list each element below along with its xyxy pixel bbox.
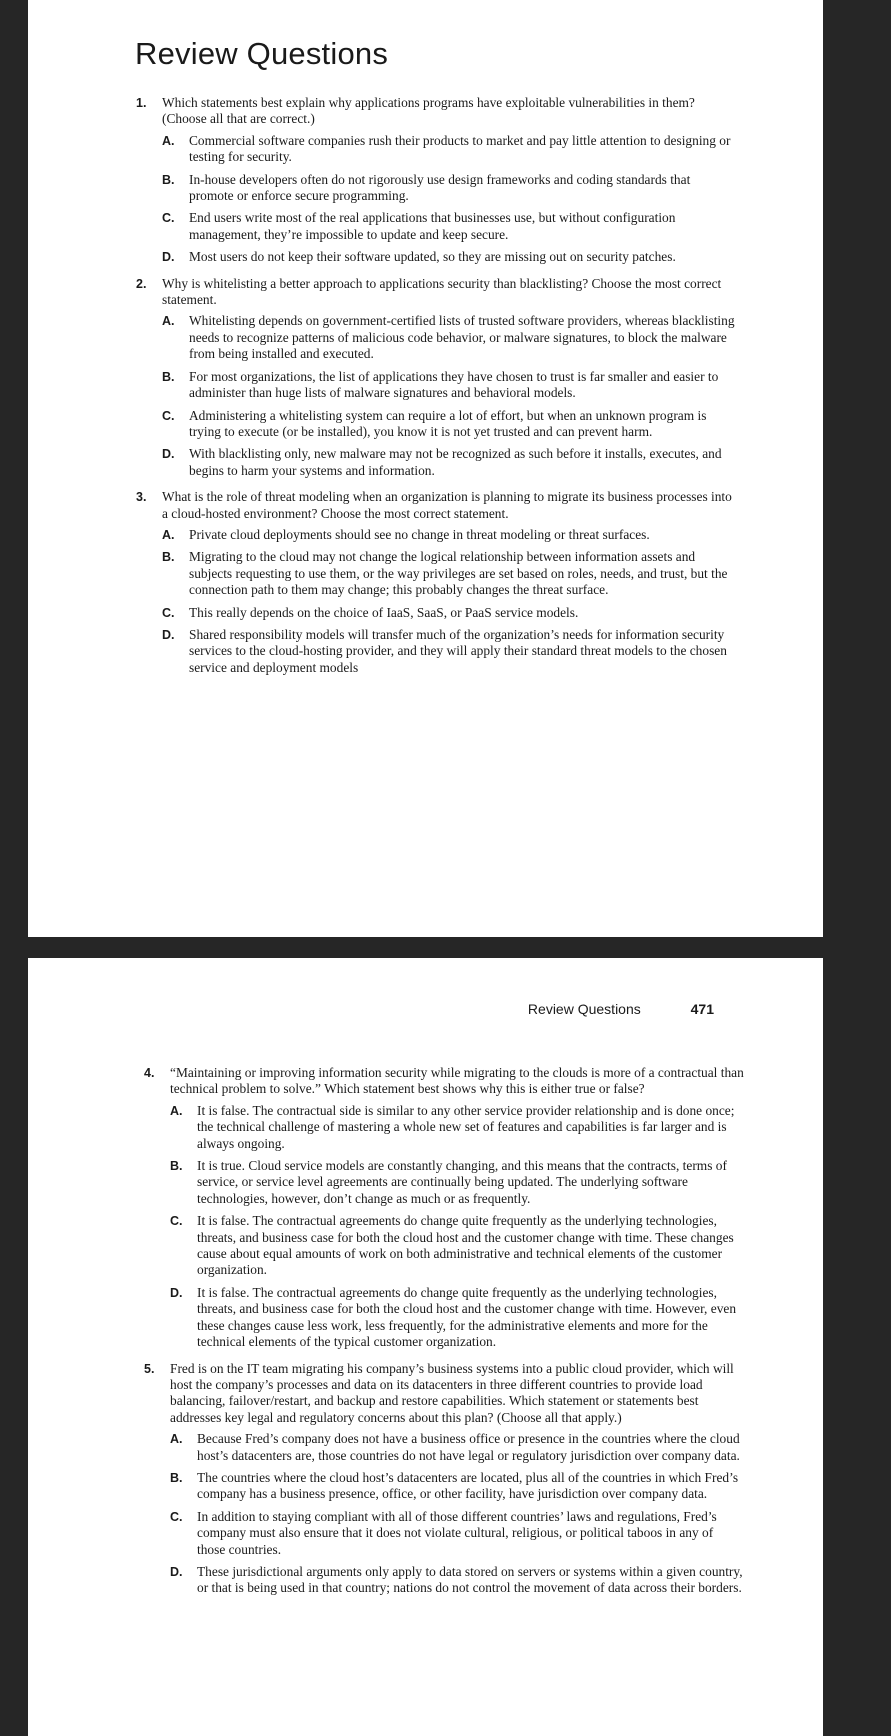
option-text: Commercial software companies rush their products to market and pay little attention to designing or testing for security. xyxy=(189,132,731,165)
question-number: 4. xyxy=(144,1066,155,1080)
option-letter: C. xyxy=(162,605,175,620)
running-head-title: Review Questions xyxy=(527,1001,641,1017)
option-letter: D. xyxy=(162,627,175,642)
answer-options xyxy=(170,1431,744,1597)
answer-option xyxy=(162,408,736,441)
question-item xyxy=(144,1065,744,1351)
option-text: The countries where the cloud host’s datacenters are located, plus all of the countries in which Fred’s company has a business presence, office, or other facility, have jurisdiction over company data. xyxy=(197,1469,739,1502)
answer-options xyxy=(162,133,736,266)
option-letter: B. xyxy=(170,1159,183,1174)
option-letter: D. xyxy=(162,447,175,462)
answer-option xyxy=(162,605,736,621)
answer-option xyxy=(170,1285,744,1351)
question-item xyxy=(136,276,736,479)
question-number: 5. xyxy=(144,1361,155,1376)
option-letter: B. xyxy=(170,1470,183,1485)
option-letter: B. xyxy=(162,550,175,565)
answer-option xyxy=(170,1564,744,1597)
option-text: Private cloud deployments should see no change in threat modeling or threat surfaces. xyxy=(189,526,650,542)
option-text: Migrating to the cloud may not change the logical relationship between information assets and subjects requesting to use them, or the way privileges are set based on roles, needs, and trust, but the connection path to them may change; this probably changes the threat surface. xyxy=(189,549,728,598)
answer-option xyxy=(162,527,736,543)
option-letter: C. xyxy=(170,1509,183,1524)
question-text: What is the role of threat modeling when an organization is planning to migrate its business processes into a cloud-hosted environment? Choose the most correct statement. xyxy=(162,489,732,521)
option-letter: B. xyxy=(162,172,175,187)
answer-options xyxy=(170,1103,744,1351)
option-text: Because Fred’s company does not have a business office or presence in the countries where the cloud host’s datacenters are, those countries do not have legal or regulatory jurisdiction over company data. xyxy=(197,1431,740,1463)
running-head xyxy=(28,1001,714,1017)
option-text: It is false. The contractual agreements do change quite frequently as the underlying technologies, threats, and business case for both the cloud host and the customer change with time. These changes cause about equal amounts of work on both administrative and technical elements of the customer organization. xyxy=(197,1213,734,1278)
page-heading: Review Questions xyxy=(135,36,389,71)
question-item xyxy=(136,95,736,266)
answer-option xyxy=(162,249,736,265)
answer-option xyxy=(162,172,736,205)
page-number: 471 xyxy=(690,1001,714,1017)
option-text: Whitelisting depends on government-certified lists of trusted software providers, whereas blacklisting needs to recognize patterns of malicious code behavior, or malware signatures, to block the malware from being installed and executed. xyxy=(189,313,735,362)
question-text: Why is whitelisting a better approach to applications security than blacklisting? Choose the most correct statement. xyxy=(162,275,722,308)
answer-option xyxy=(170,1509,744,1558)
answer-option xyxy=(162,133,736,166)
option-letter: D. xyxy=(170,1285,183,1300)
page-1 xyxy=(28,0,823,937)
answer-option xyxy=(170,1158,744,1207)
answer-option xyxy=(170,1103,744,1152)
option-text: These jurisdictional arguments only apply to data stored on servers or systems within a given country, or that is being used in that country; nations do not control the movement of data across their borders. xyxy=(197,1563,743,1596)
option-letter: C. xyxy=(162,211,175,226)
question-number: 3. xyxy=(136,490,147,505)
option-letter: A. xyxy=(170,1103,183,1118)
question-text: “Maintaining or improving information security while migrating to the clouds is more of a contractual than technical problem to solve.” Which statement best shows why this is either true or false? xyxy=(170,1065,744,1097)
option-text: Administering a whitelisting system can require a lot of effort, but when an unknown program is trying to execute (or be installed), you know it is not yet trusted and can prevent harm. xyxy=(189,407,707,439)
question-item xyxy=(144,1361,744,1597)
option-text: In addition to staying compliant with all of those different countries’ laws and regulations, Fred’s company must also ensure that it does not violate cultural, religious, or political taboos in any of those countries. xyxy=(197,1508,717,1557)
question-number: 2. xyxy=(136,276,147,291)
question-item xyxy=(136,489,736,676)
option-letter: A. xyxy=(162,527,175,542)
option-text: With blacklisting only, new malware may not be recognized as such before it installs, executes, and begins to harm your systems and information. xyxy=(189,446,722,478)
answer-option xyxy=(162,313,736,362)
option-text: It is true. Cloud service models are constantly changing, and this means that the contracts, terms of service, or service level agreements are continually being updated. The underlying software technologies, however, don’t change as much or as frequently. xyxy=(197,1158,727,1206)
option-text: This really depends on the choice of IaaS, SaaS, or PaaS service models. xyxy=(189,604,579,620)
option-text: Shared responsibility models will transfer much of the organization’s needs for information security services to the cloud-hosting provider, and they will apply their standard threat models to the chosen service and deployment models xyxy=(189,626,727,675)
answer-option xyxy=(162,210,736,243)
page-2 xyxy=(28,958,823,1736)
option-letter: A. xyxy=(162,314,175,329)
answer-option xyxy=(170,1470,744,1503)
option-letter: A. xyxy=(170,1432,183,1447)
option-text: It is false. The contractual agreements do change quite frequently as the underlying technologies, threats, and business case for both the cloud host and the customer change with time. However, even these changes cause less work, less frequently, for the administrative elements and more for the technical elements of the typical customer organization. xyxy=(197,1284,737,1350)
option-letter: D. xyxy=(170,1564,183,1579)
answer-option xyxy=(162,369,736,402)
option-letter: A. xyxy=(162,133,175,148)
answer-options xyxy=(162,527,736,676)
question-text: Fred is on the IT team migrating his company’s business systems into a public cloud provider, which will host the company’s processes and data on its datacenters in three different countries to provide load balancing, failover/restart, and backup and restore capabilities. Which statement or statements best addresses key legal and regulatory concerns about this plan? (Choose all that apply.) xyxy=(170,1360,734,1425)
answer-options xyxy=(162,313,736,479)
option-letter: D. xyxy=(162,250,175,265)
answer-option xyxy=(162,446,736,479)
option-text: For most organizations, the list of applications they have chosen to trust is far smaller and easier to administer than huge lists of malware signatures and behavioral models. xyxy=(189,368,719,401)
option-text: It is false. The contractual side is similar to any other service provider relationship and is done once; the technical challenge of mastering a whole new set of features and capabilities is far larger and is always ongoing. xyxy=(197,1102,735,1151)
question-number: 1. xyxy=(136,96,147,110)
answer-option xyxy=(162,549,736,598)
option-letter: B. xyxy=(162,369,175,384)
answer-option xyxy=(170,1213,744,1279)
option-text: In-house developers often do not rigorously use design frameworks and coding standards that promote or enforce secure programming. xyxy=(189,171,691,204)
option-text: Most users do not keep their software updated, so they are missing out on security patches. xyxy=(189,249,676,265)
question-list xyxy=(136,95,736,686)
question-text: Which statements best explain why applications programs have exploitable vulnerabilities in them? (Choose all that are correct.) xyxy=(162,95,695,127)
option-text: End users write most of the real applications that businesses use, but without configuration management, they’re impossible to update and keep secure. xyxy=(189,210,676,242)
question-list xyxy=(144,1065,744,1607)
option-letter: C. xyxy=(170,1214,183,1229)
answer-option xyxy=(162,627,736,676)
answer-option xyxy=(170,1431,744,1464)
option-letter: C. xyxy=(162,408,175,423)
